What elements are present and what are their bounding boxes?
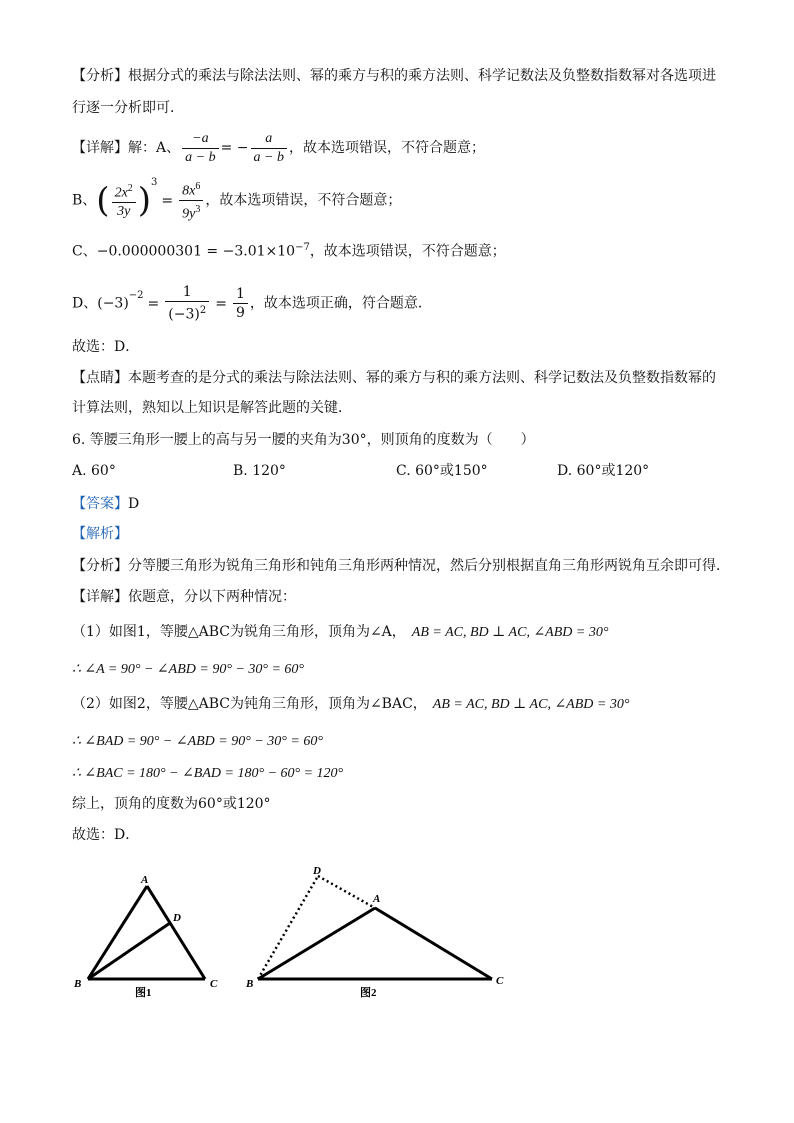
figure-1-caption: 图1 bbox=[135, 987, 152, 999]
case-1-line bbox=[72, 622, 608, 643]
figure-1 bbox=[73, 874, 218, 999]
exponent: 2 bbox=[127, 182, 133, 194]
side-ac bbox=[375, 908, 492, 979]
denominator-text: (−3) bbox=[168, 306, 200, 323]
fraction-denominator bbox=[165, 302, 209, 324]
case-1-conditions: AB = AC, BD ⊥ AC, ∠ABD = 30° bbox=[411, 625, 609, 640]
fraction-denominator: a − b bbox=[253, 149, 284, 165]
equals-minus: = − bbox=[220, 140, 249, 156]
fraction-denominator bbox=[179, 201, 203, 224]
right-paren: ) bbox=[137, 180, 152, 221]
fraction-denominator: 9 bbox=[235, 305, 245, 322]
detail-c-conclusion: ，故本选项错误，不符合题意； bbox=[309, 243, 506, 260]
numerator-text: 8x bbox=[182, 183, 196, 199]
label-c: C bbox=[496, 975, 504, 987]
answer-line bbox=[72, 494, 139, 514]
detail-b-conclusion: ，故本选项错误，不符合题意； bbox=[205, 192, 402, 209]
side-ab bbox=[258, 908, 375, 979]
label-d: D bbox=[173, 912, 181, 924]
comment-line-2: 计算法则，熟知以上知识是解答此题的关键． bbox=[72, 400, 352, 416]
fraction-numerator: 1 bbox=[233, 285, 248, 304]
case-2-conditions: AB = AC, BD ⊥ AC, ∠ABD = 30° bbox=[432, 697, 630, 712]
case-2-calculation-2: ∴ ∠BAC = 180° − ∠BAD = 180° − 60° = 120° bbox=[72, 766, 344, 781]
fraction-b-inner bbox=[112, 180, 136, 222]
fraction-numerator: a bbox=[251, 130, 287, 149]
detail-d-conclusion: ，故本选项正确，符合题意． bbox=[249, 295, 432, 312]
jiexi-label: 【解析】 bbox=[72, 526, 128, 542]
option-d: D. 60°或120° bbox=[557, 463, 650, 479]
summary-line: 综上，顶角的度数为60°或120° bbox=[72, 796, 271, 812]
fraction-denominator: 3y bbox=[117, 204, 131, 220]
analysis-line-2: 行逐一分析即可． bbox=[72, 100, 184, 116]
analysis-line-1: 【分析】根据分式的乘法与除法法则、幂的乘方与积的乘方法则、科学记数法及负整数指数幂对各选项进 bbox=[72, 68, 716, 84]
detail-a-line bbox=[72, 128, 485, 168]
equals-sign: = bbox=[215, 295, 227, 312]
case-2-calculation-1: ∴ ∠BAD = 90° − ∠ABD = 90° − 30° = 60° bbox=[72, 734, 323, 749]
equals-sign: = bbox=[147, 295, 160, 312]
figures-svg bbox=[0, 860, 794, 1040]
exponent: −7 bbox=[295, 242, 310, 253]
exponent: 6 bbox=[195, 180, 201, 192]
altitude-bd bbox=[88, 923, 170, 979]
denominator-text: 9y bbox=[182, 206, 196, 222]
comment-line-1: 【点睛】本题考查的是分式的乘法与除法法则、幂的乘方与积的乘方法则、科学记数法及负整数指数幂的 bbox=[72, 370, 716, 386]
numerator-text: 2x bbox=[114, 185, 128, 201]
case-2-line bbox=[72, 694, 629, 715]
exponent: 3 bbox=[195, 204, 201, 216]
fraction-numerator: −a bbox=[182, 130, 218, 149]
answer-value: D bbox=[128, 496, 140, 512]
label-b: B bbox=[246, 978, 254, 990]
detail-b-line bbox=[72, 173, 401, 221]
option-b-label: B、 bbox=[72, 192, 97, 209]
altitude-bd-dotted bbox=[258, 876, 318, 979]
answer-label: 【答案】 bbox=[72, 496, 128, 512]
fraction-denominator: a − b bbox=[185, 149, 216, 165]
choose-line-2: 故选：D． bbox=[72, 827, 140, 843]
fraction-a-left bbox=[182, 130, 218, 167]
option-b: B. 120° bbox=[233, 463, 286, 479]
fraction-d-second bbox=[233, 285, 248, 322]
option-d-label: D、 bbox=[72, 295, 98, 312]
side-ab bbox=[88, 886, 147, 979]
label-d: D bbox=[313, 865, 321, 877]
power-base: (−3) bbox=[97, 295, 129, 312]
detail-2-line: 【详解】依题意，分以下两种情况： bbox=[72, 589, 296, 605]
case-2-text: （2）如图2，等腰△ABC为钝角三角形，顶角为∠BAC， bbox=[72, 696, 427, 712]
question-6-stem: 6. 等腰三角形一腰上的高与另一腰的夹角为30°，则顶角的度数为（ ） bbox=[72, 432, 535, 448]
fraction-d-first bbox=[165, 283, 209, 324]
label-c: C bbox=[210, 978, 218, 990]
case-1-calculation: ∴ ∠A = 90° − ∠ABD = 90° − 30° = 60° bbox=[72, 662, 305, 677]
fraction-b-result bbox=[179, 178, 203, 224]
detail-prefix: 【详解】解：A、 bbox=[72, 140, 181, 156]
fraction-a-right bbox=[251, 130, 287, 167]
fraction-numerator: 1 bbox=[165, 283, 209, 302]
case-1-text: （1）如图1，等腰△ABC为锐角三角形，顶角为∠A， bbox=[72, 624, 406, 640]
label-a: A bbox=[373, 893, 381, 905]
detail-c-line bbox=[72, 238, 506, 262]
outer-exponent: 3 bbox=[151, 177, 158, 188]
detail-d-line bbox=[72, 278, 432, 322]
exponent: −2 bbox=[128, 290, 144, 301]
option-c-label: C、 bbox=[72, 243, 97, 260]
extension-ad-dotted bbox=[318, 876, 375, 908]
detail-a-conclusion: ，故本选项错误，不符合题意； bbox=[288, 140, 485, 156]
label-a: A bbox=[141, 874, 149, 886]
equals-sign: = bbox=[161, 192, 174, 209]
figure-2-caption: 图2 bbox=[360, 987, 377, 999]
analysis-2-line: 【分析】分等腰三角形为锐角三角形和钝角三角形两种情况，然后分别根据直角三角形两锐角互余即可得． bbox=[72, 558, 730, 574]
choose-line-1: 故选：D． bbox=[72, 339, 140, 355]
fraction-numerator bbox=[112, 180, 136, 204]
scientific-notation-expr: −0.000000301 = −3.01×10 bbox=[96, 243, 296, 260]
figure-2 bbox=[245, 865, 504, 999]
exponent: 2 bbox=[199, 305, 207, 317]
fraction-numerator bbox=[179, 178, 203, 202]
label-b: B bbox=[74, 978, 82, 990]
option-a: A. 60° bbox=[72, 463, 116, 479]
option-c: C. 60°或150° bbox=[396, 463, 488, 479]
left-paren: ( bbox=[96, 180, 110, 221]
